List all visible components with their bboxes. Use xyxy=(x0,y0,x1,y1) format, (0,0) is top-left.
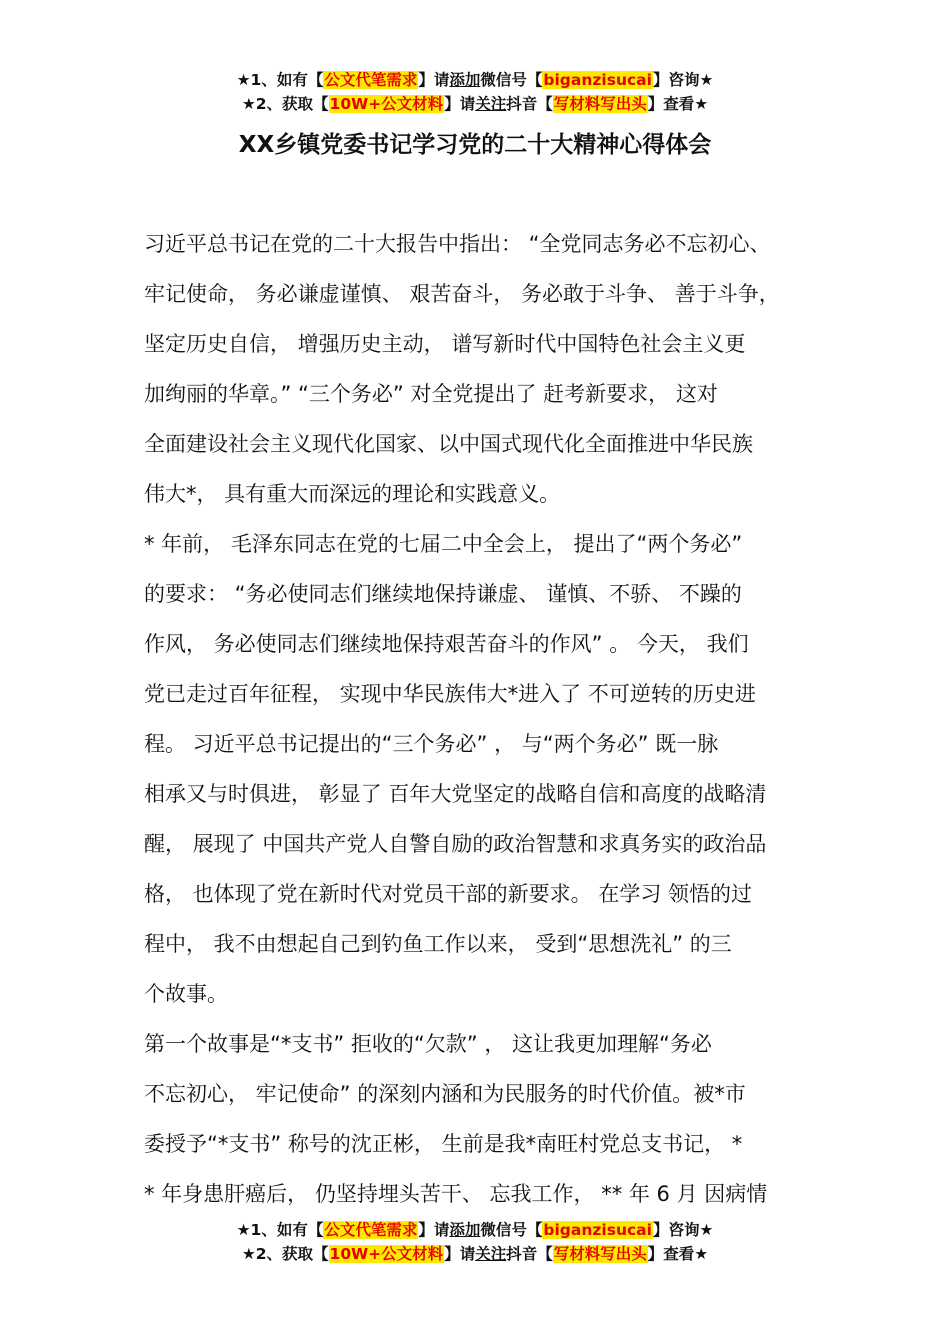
banner-highlight: 写材料写出头 xyxy=(553,95,647,113)
body-line: 全面建设社会主义现代化国家、以中国式现代化全面推进中华民族 xyxy=(144,432,753,456)
body-line: 的要求： “务必使同志们继续地保持谦虚、 谨慎、不骄、 不躁的 xyxy=(144,582,742,606)
body-line: * 年前， 毛泽东同志在党的七届二中全会上， 提出了“两个务必” xyxy=(144,532,743,556)
body-line: 伟大*， 具有重大而深远的理论和实践意义。 xyxy=(144,482,561,506)
banner-text: 微信号【 xyxy=(480,1221,543,1239)
body-line: * 年身患肝癌后， 仍坚持埋头苦干、 忘我工作， ** 年 6 月 因病情 xyxy=(144,1182,768,1206)
body-line: 个故事。 xyxy=(144,982,228,1006)
banner-text: 】查看★ xyxy=(647,1245,709,1263)
body-line: 醒， 展现了 中国共产党人自警自励的政治智慧和求真务实的政治品 xyxy=(144,832,767,856)
banner-highlight: 10W+公文材料 xyxy=(329,1245,444,1263)
banner-highlight: biganzisucai xyxy=(543,1221,652,1239)
body-line: 坚定历史自信， 增强历史主动， 谱写新时代中国特色社会主义更 xyxy=(144,332,746,356)
banner-underlined: 添加 xyxy=(449,71,481,89)
body-line: 第一个故事是“*支书” 拒收的“欠款” ， 这让我更加理解“务必 xyxy=(144,1032,712,1056)
banner-text: 】咨询★ xyxy=(652,71,714,89)
banner-line-1 xyxy=(0,68,950,92)
body-line: 党已走过百年征程， 实现中华民族伟大*进入了 不可逆转的历史进 xyxy=(144,682,756,706)
banner-text: 微信号【 xyxy=(480,71,543,89)
banner-text: ★1、如有【 xyxy=(236,1221,324,1239)
banner-text: ★2、获取【 xyxy=(241,95,329,113)
body-line: 牢记使命， 务必谦虚谨慎、 艰苦奋斗， 务必敢于斗争、 善于斗争， xyxy=(144,282,780,306)
body-line: 习近平总书记在党的二十大报告中指出： “全党同志务必不忘初心、 xyxy=(144,232,771,256)
top-banner xyxy=(0,68,950,116)
banner-highlight: 写材料写出头 xyxy=(553,1245,647,1263)
banner-underlined: 添加 xyxy=(449,1221,481,1239)
banner-highlight: 公文代笔需求 xyxy=(324,71,418,89)
banner-highlight: 10W+公文材料 xyxy=(329,95,444,113)
banner-text: ★1、如有【 xyxy=(236,71,324,89)
body-line: 加绚丽的华章。” “三个务必” 对全党提出了 赶考新要求， 这对 xyxy=(144,382,718,406)
banner-line-2 xyxy=(0,92,950,116)
banner-text: 】查看★ xyxy=(647,95,709,113)
banner-text: 抖音【 xyxy=(506,95,553,113)
banner-line-2 xyxy=(0,1242,950,1266)
banner-line-1 xyxy=(0,1218,950,1242)
banner-highlight: biganzisucai xyxy=(543,71,652,89)
body-line: 相承又与时俱进， 彰显了 百年大党坚定的战略自信和高度的战略清 xyxy=(144,782,767,806)
banner-text: 】请 xyxy=(418,1221,450,1239)
banner-text: 】请 xyxy=(444,95,476,113)
banner-text: 】咨询★ xyxy=(652,1221,714,1239)
body-line: 程中， 我不由想起自己到钓鱼工作以来， 受到“思想洗礼” 的三 xyxy=(144,932,732,956)
banner-text: 】请 xyxy=(444,1245,476,1263)
body-line: 不忘初心， 牢记使命” 的深刻内涵和为民服务的时代价值。被*市 xyxy=(144,1082,746,1106)
body-line: 格， 也体现了党在新时代对党员干部的新要求。 在学习 领悟的过 xyxy=(144,882,753,906)
banner-text: ★2、获取【 xyxy=(241,1245,329,1263)
body-line: 程。 习近平总书记提出的“三个务必” ， 与“两个务必” 既一脉 xyxy=(144,732,719,756)
body-line: 作风， 务必使同志们继续地保持艰苦奋斗的作风” 。 今天， 我们 xyxy=(144,632,749,656)
document-title: XX乡镇党委书记学习党的二十大精神心得体会 xyxy=(238,132,712,158)
body-line: 委授予“*支书” 称号的沈正彬， 生前是我*南旺村党总支书记， * xyxy=(144,1132,743,1156)
banner-text: 】请 xyxy=(418,71,450,89)
banner-underlined: 关注 xyxy=(475,1245,507,1263)
banner-underlined: 关注 xyxy=(475,95,507,113)
bottom-banner xyxy=(0,1218,950,1266)
banner-highlight: 公文代笔需求 xyxy=(324,1221,418,1239)
banner-text: 抖音【 xyxy=(506,1245,553,1263)
